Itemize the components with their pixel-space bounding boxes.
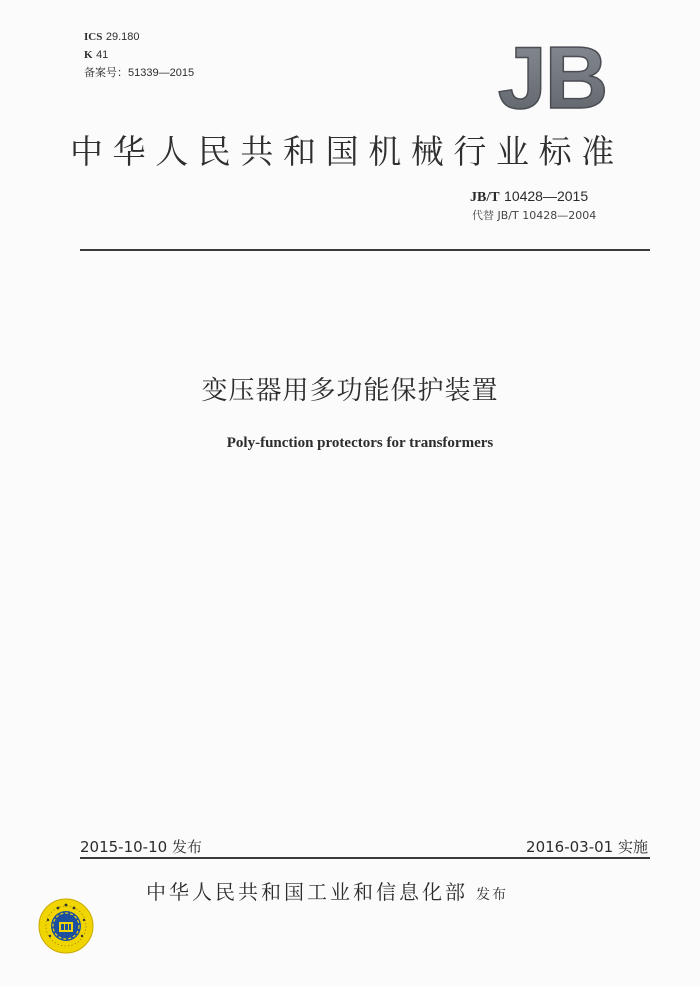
jb-logo (488, 40, 616, 114)
footer-divider (80, 857, 650, 859)
ccs-label: K (84, 49, 93, 61)
replaces-standard: 代替 JB/T 10428—2004 (472, 209, 597, 222)
standard-number-value: 10428—2015 (504, 188, 589, 204)
issuer-action: 发布 (476, 887, 508, 903)
document-title-zh: 变压器用多功能保护装置 (201, 376, 499, 406)
issuer-org: 中华人民共和国工业和信息化部 (146, 880, 468, 904)
record-number (84, 66, 194, 80)
ics-label: ICS (84, 31, 103, 43)
document-title-en: Poly-function protectors for transformers (226, 435, 494, 451)
publish-date: 2015-10-10 发布 (80, 838, 202, 856)
effective-date: 2016-03-01 实施 (526, 838, 648, 856)
ccs-value: 41 (96, 49, 109, 61)
issuer (146, 876, 508, 905)
jb-logo-text: JB (497, 40, 607, 114)
ministry-seal-icon (38, 898, 94, 954)
record-label: 备案号： (84, 66, 128, 79)
ccs-code (84, 48, 108, 62)
standard-prefix: JB/T (470, 190, 500, 205)
header-divider (80, 249, 650, 251)
standard-number (470, 188, 588, 206)
ics-code (84, 30, 140, 44)
standard-category-title: 中华人民共和国机械行业标准 (70, 132, 624, 171)
record-value: 51339—2015 (128, 67, 195, 79)
ics-value: 29.180 (105, 31, 140, 43)
